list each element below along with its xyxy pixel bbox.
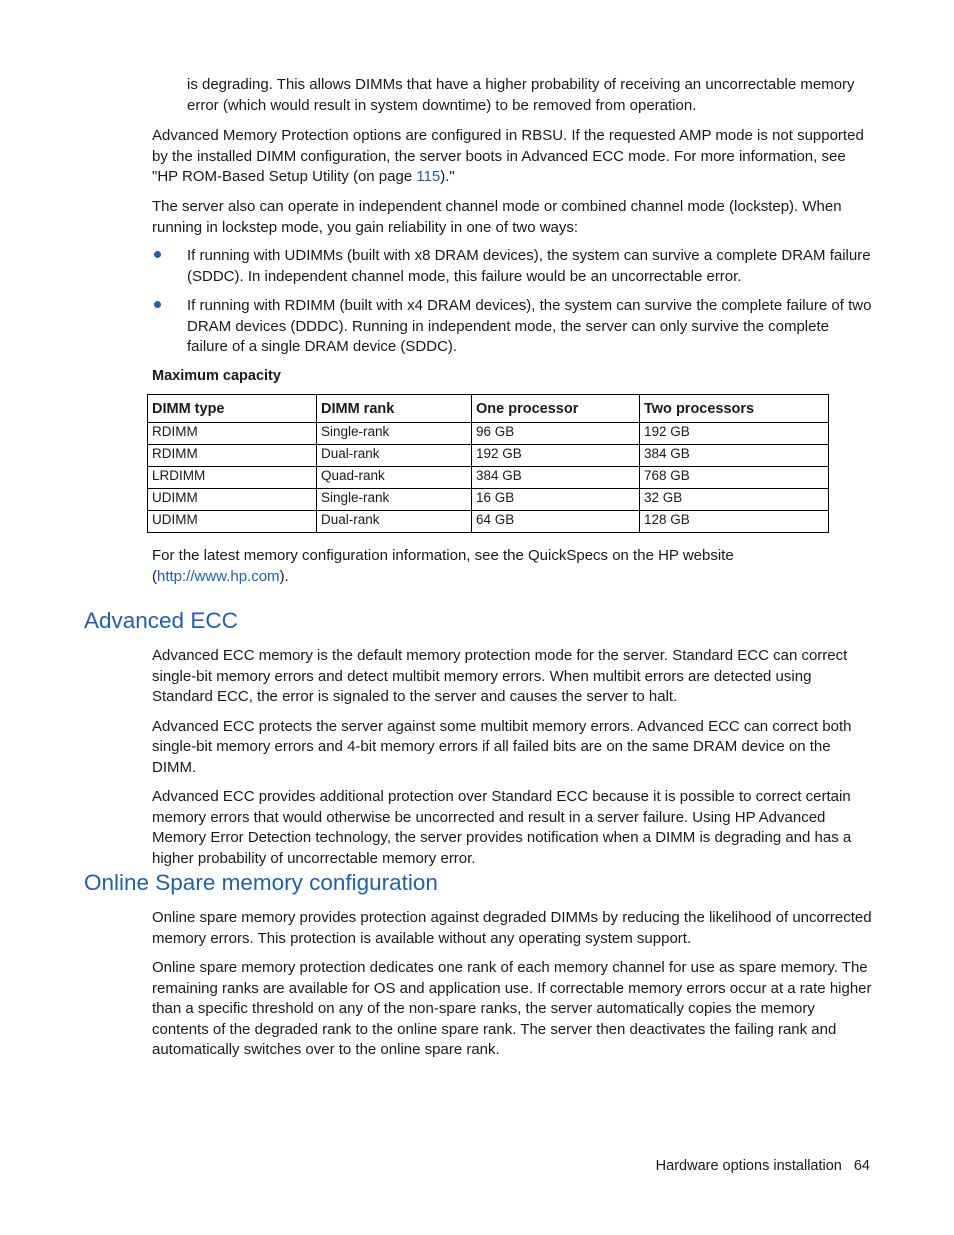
cell-dimm-type: LRDIMM	[148, 467, 317, 489]
table-row	[148, 511, 829, 533]
cell-dimm-type: UDIMM	[148, 511, 317, 533]
page-footer	[560, 1158, 870, 1174]
page-number: 64	[853, 1158, 870, 1174]
cell-two-processors: 32 GB	[640, 489, 829, 511]
table-row	[148, 489, 829, 511]
cell-one-processor: 64 GB	[472, 511, 640, 533]
table-row	[148, 467, 829, 489]
cell-dimm-rank: Single-rank	[317, 489, 472, 511]
online-spare-paragraph: Online spare memory provides protection against degraded DIMMs by reducing the likelihood of uncorrected memory errors. This protection is available without any operating system support.	[152, 909, 872, 947]
cell-one-processor: 96 GB	[472, 423, 640, 445]
bullet-icon	[154, 251, 161, 258]
cell-dimm-rank: Dual-rank	[317, 445, 472, 467]
bullet-item	[152, 246, 872, 287]
cell-dimm-type: RDIMM	[148, 423, 317, 445]
cell-two-processors: 768 GB	[640, 467, 829, 489]
table-row	[148, 423, 829, 445]
header-two-processors: Two processors	[640, 395, 829, 423]
header-dimm-type: DIMM type	[148, 395, 317, 423]
cell-dimm-rank: Single-rank	[317, 423, 472, 445]
amp-text-after: )."	[440, 168, 455, 185]
capacity-table	[147, 394, 829, 533]
advanced-ecc-paragraph: Advanced ECC protects the server against some multibit memory errors. Advanced ECC can correct both single-bit memory errors and 4-bit memory errors if all failed bits are on the same DRAM device on the DIMM.	[152, 717, 852, 776]
amp-paragraph	[152, 126, 872, 188]
cell-one-processor: 16 GB	[472, 489, 640, 511]
cell-two-processors: 192 GB	[640, 423, 829, 445]
quickspecs-text-before: For the latest memory configuration information, see the QuickSpecs on the HP website (	[152, 547, 734, 585]
lockstep-paragraph: The server also can operate in independent channel mode or combined channel mode (lockstep). When running in lockstep mode, you gain reliability in one of two ways:	[152, 198, 842, 236]
header-one-processor: One processor	[472, 395, 640, 423]
bullet-item	[152, 296, 872, 358]
advanced-ecc-paragraph: Advanced ECC provides additional protection over Standard ECC because it is possible to correct certain memory errors that would otherwise be uncorrected and result in a server failure. Using HP Advanced Memory Error Detection technology, the server provides notification when a DIMM is degrading and has a higher probability of uncorrectable memory error.	[152, 788, 852, 867]
cell-one-processor: 384 GB	[472, 467, 640, 489]
cell-two-processors: 384 GB	[640, 445, 829, 467]
amp-text-before: Advanced Memory Protection options are configured in RBSU. If the requested AMP mode is not supported by the installed DIMM configuration, the server boots in Advanced ECC mode. For more information, see "HP ROM-Based Setup Utility (on page	[152, 127, 864, 185]
table-row	[148, 445, 829, 467]
intro-continuation: is degrading. This allows DIMMs that have a higher probability of receiving an uncorrectable memory error (which would result in system downtime) to be removed from operation.	[187, 76, 855, 114]
header-dimm-rank: DIMM rank	[317, 395, 472, 423]
advanced-ecc-heading: Advanced ECC	[84, 608, 238, 633]
cell-dimm-rank: Dual-rank	[317, 511, 472, 533]
bullet-text: If running with UDIMMs (built with x8 DRAM devices), the system can survive a complete DRAM failure (SDDC). In independent channel mode, this failure would be an uncorrectable error.	[187, 247, 871, 285]
quickspecs-text-after: ).	[279, 567, 289, 585]
cell-dimm-type: UDIMM	[148, 489, 317, 511]
page-link-115[interactable]: 115	[416, 168, 441, 185]
online-spare-heading: Online Spare memory configuration	[84, 870, 438, 895]
quickspecs-paragraph	[152, 546, 872, 587]
bullet-list	[152, 246, 872, 358]
table-title: Maximum capacity	[152, 368, 281, 384]
online-spare-body	[152, 908, 872, 1061]
cell-two-processors: 128 GB	[640, 511, 829, 533]
hp-website-link[interactable]: http://www.hp.com	[157, 567, 280, 585]
cell-one-processor: 192 GB	[472, 445, 640, 467]
bullet-icon	[154, 301, 161, 308]
bullet-text: If running with RDIMM (built with x4 DRAM devices), the system can survive the complete failure of two DRAM devices (DDDC). Running in independent mode, the server can only survive the complete failure of a single DRAM device (SDDC).	[187, 297, 872, 355]
advanced-ecc-body	[152, 646, 872, 869]
footer-section-title: Hardware options installation	[655, 1158, 842, 1174]
cell-dimm-rank: Quad-rank	[317, 467, 472, 489]
advanced-ecc-paragraph: Advanced ECC memory is the default memory protection mode for the server. Standard ECC can correct single-bit memory errors and detect multibit memory errors. When multibit errors are detected using Standard ECC, the error is signaled to the server and causes the server to halt.	[152, 647, 848, 705]
online-spare-paragraph: Online spare memory protection dedicates one rank of each memory channel for use as spare memory. The remaining ranks are available for OS and application use. If correctable memory errors occur at a rate higher than a specific threshold on any of the non-spare ranks, the server automatically copies the memory contents of the degraded rank to the online spare rank. The server then deactivates the failing rank and automatically switches over to the online spare rank.	[152, 959, 872, 1058]
table-header-row	[148, 395, 829, 423]
cell-dimm-type: RDIMM	[148, 445, 317, 467]
